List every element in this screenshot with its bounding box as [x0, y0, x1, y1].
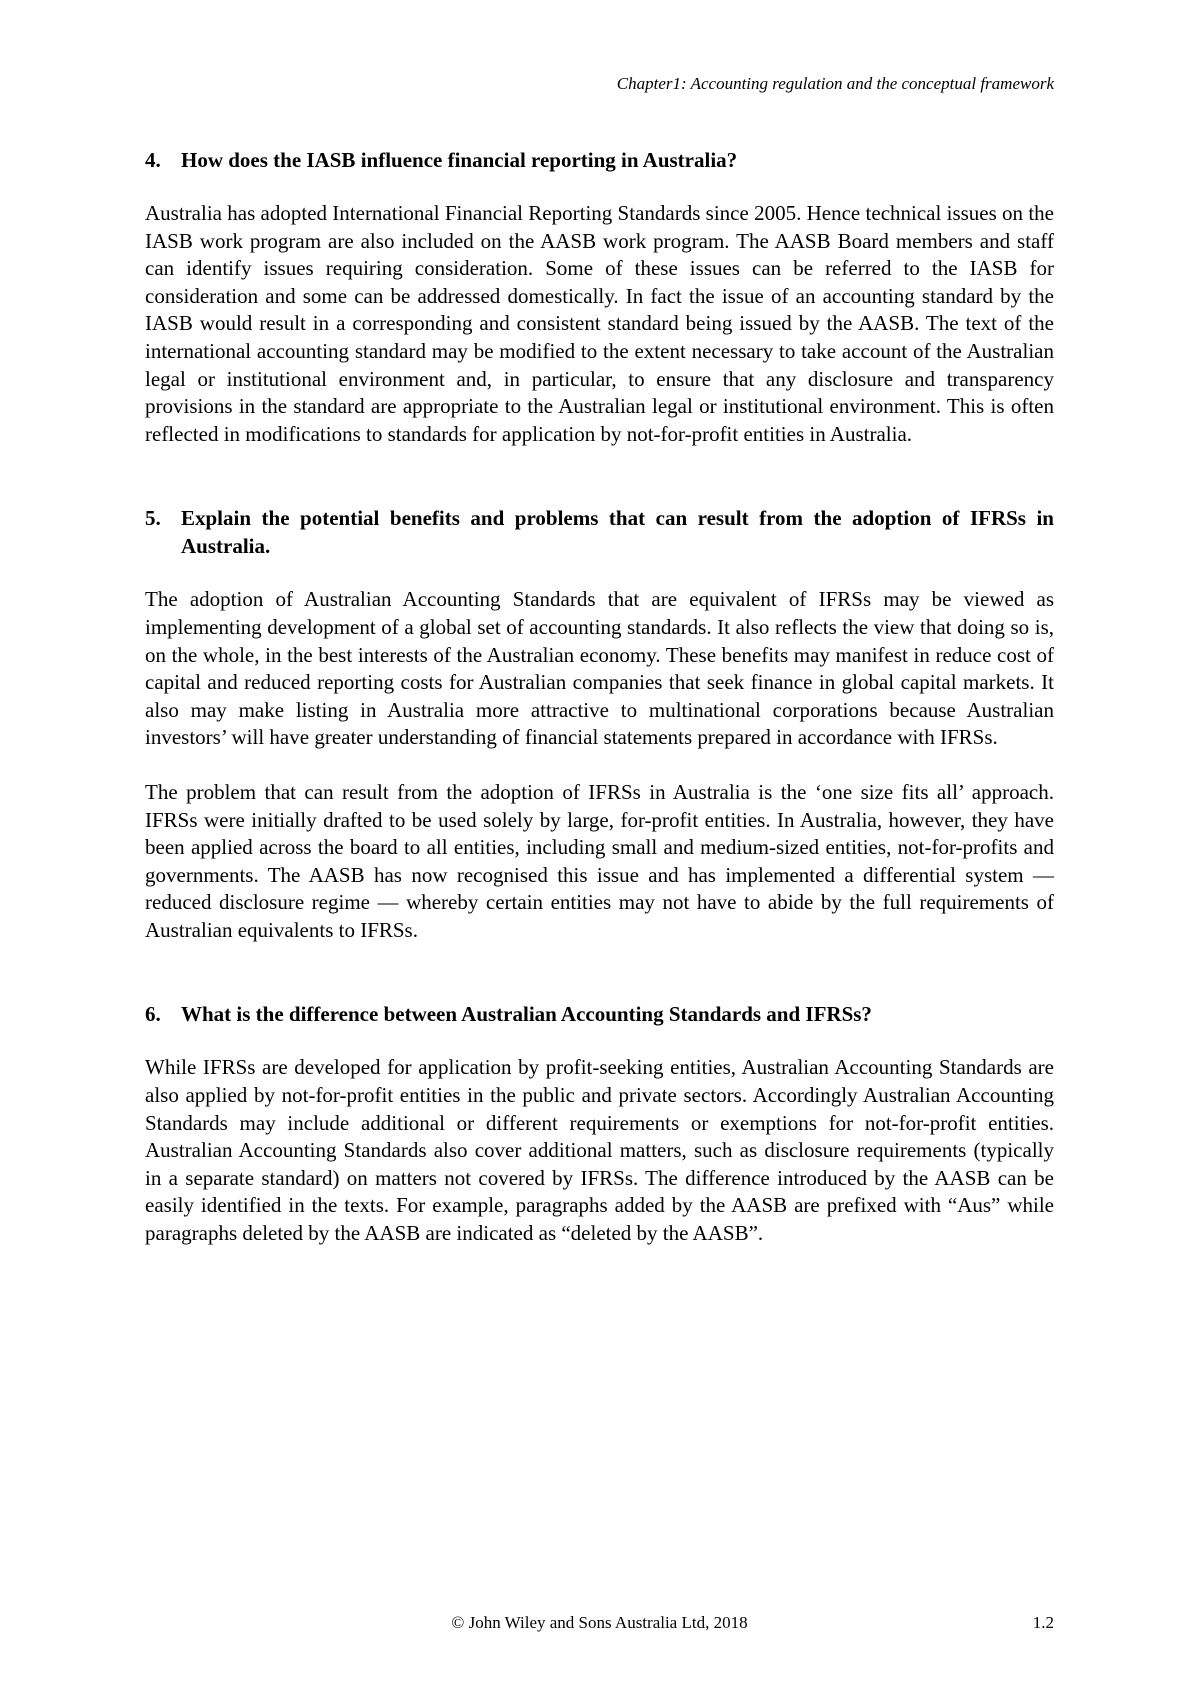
question-number: 5. [145, 506, 161, 531]
answer-paragraph: The problem that can result from the adoption of IFRSs in Australia is the ‘one size fits all’ approach. IFRSs were initially drafted to be used solely by large, for-profit entities. In Australia, however, they have been applied across the board to all entities, including small and medium-sized entities, not-for-profits and governments. The AASB has now recognised this issue and has implemented a differential system — reduced disclosure regime — whereby certain entities may not have to abide by the full requirements of Australian equivalents to IFRSs. [145, 779, 1054, 942]
question-text: Explain the potential benefits and problems that can result from the adoption of IFRSs in Australia. [181, 506, 1054, 559]
page-number: 1.2 [1032, 1613, 1054, 1632]
page-content [145, 146, 1054, 1248]
question-text: How does the IASB influence financial reporting in Australia? [181, 148, 738, 172]
answer-paragraph: Australia has adopted International Financial Reporting Standards since 2005. Hence technical issues on the IASB work program are also included on the AASB work program. The AASB Board members and staff can identify issues requiring consideration. Some of these issues can be referred to the IASB for consideration and some can be addressed domestically. In fact the issue of an accounting standard by the IASB would result in a corresponding and consistent standard being issued by the AASB. The text of the international accounting standard may be modified to the extent necessary to take account of the Australian legal or institutional environment and, in particular, to ensure that any disclosure and transparency provisions in the standard are appropriate to the Australian legal or institutional environment. This is often reflected in modifications to standards for application by not-for-profit entities in Australia. [145, 201, 1054, 446]
running-header: Chapter1: Accounting regulation and the conceptual framework [616, 74, 1054, 93]
document-page [145, 0, 1054, 1684]
question-text: What is the difference between Australian Accounting Standards and IFRSs? [181, 1002, 872, 1027]
answer-paragraph: While IFRSs are developed for application by profit-seeking entities, Australian Accounting Standards are also applied by not-for-profit entities in the public and private sectors. Accordingly Australian Accounting Standards may include additional or different requirements or exemptions for not-for-profit entities. Australian Accounting Standards also cover additional matters, such as disclosure requirements (typically in a separate standard) on matters not covered by IFRSs. The difference introduced by the AASB can be easily identified in the texts. For example, paragraphs added by the AASB are prefixed with “Aus” while paragraphs deleted by the AASB are indicated as “deleted by the AASB”. [145, 1055, 1054, 1246]
question-heading-5 [145, 504, 1054, 560]
question-number: 4. [145, 148, 161, 172]
question-number: 6. [145, 1002, 161, 1027]
question-heading-6 [145, 1000, 1054, 1028]
answer-paragraph: The adoption of Australian Accounting Standards that are equivalent of IFRSs may be viewed as implementing development of a global set of accounting standards. It also reflects the view that doing so is, on the whole, in the best interests of the Australian economy. These benefits may manifest in reduce cost of capital and reduced reporting costs for Australian companies that seek finance in global capital markets. It also may make listing in Australia more attractive to multinational corporations because Australian investors’ will have greater understanding of financial statements prepared in accordance with IFRSs. [145, 587, 1054, 750]
question-heading-4 [145, 146, 1054, 174]
copyright-notice: © John Wiley and Sons Australia Ltd, 2018 [451, 1613, 748, 1632]
